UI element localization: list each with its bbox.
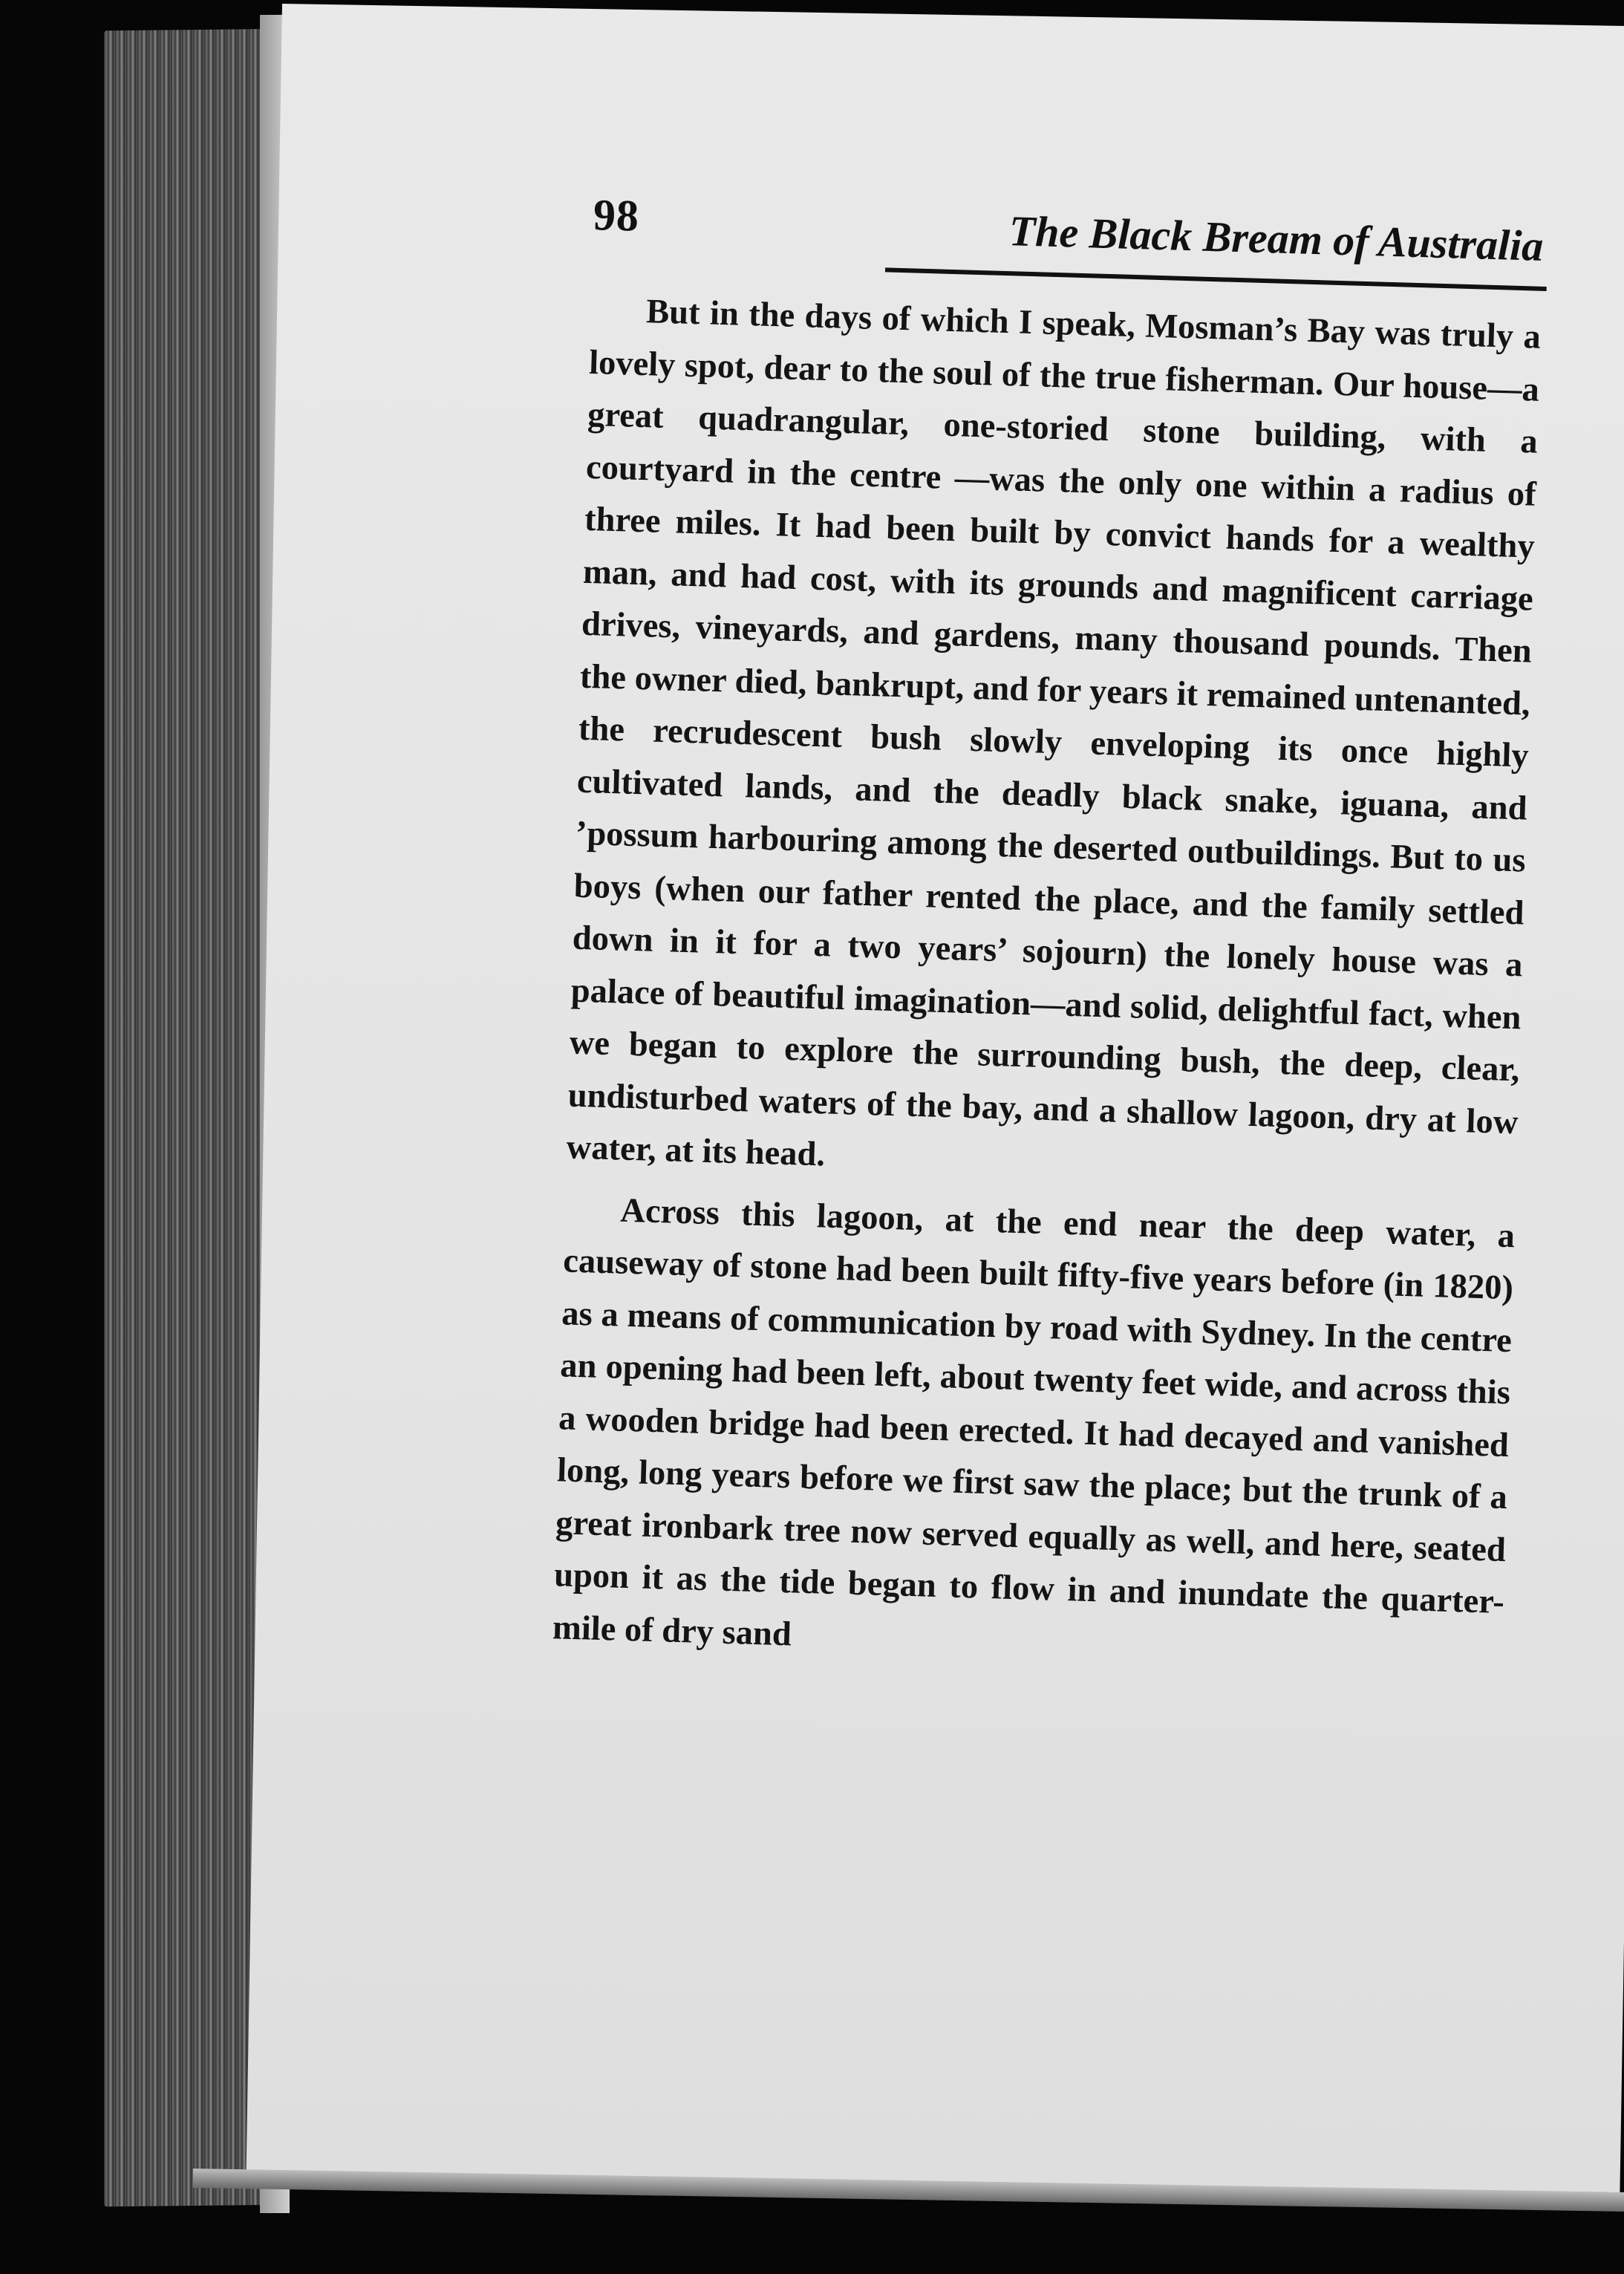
book-title: The Black Bream of Australia bbox=[1008, 206, 1545, 270]
title-underline bbox=[885, 267, 1547, 291]
body-text bbox=[552, 284, 1542, 1681]
paragraph-2: Across this lagoon, at the end near the deep water, a causeway of stone had been built fifty-five years before (in 1820) as a means of communication by road with Sydney. In the centre an opening had been left, about twenty feet wide, and across this a wooden bridge had been erected. It had decayed and vanished long, long years before we first saw the place; but the trunk of a great ironbark tree now served equally as well, and here, seated upon it as the tide began to flow in and inundate the quarter-mile of dry sand bbox=[552, 1191, 1516, 1653]
paragraph-1: But in the days of which I speak, Mosman’s Bay was truly a lovely spot, dear to the soul of the true fisherman. Our house—a great quadrangular, one-storied stone building, with a courtyard in the centre —was the only one within a radius of three miles. It had been built by convict hands for a wealthy man, and had cost, with its grounds and magnificent carriage drives, vineyards, and gardens, many thousand pounds. Then the owner died, bankrupt, and for years it remained untenanted, the recrudescent bush slowly enveloping its once highly cultivated lands, and the deadly black snake, iguana, and ’possum harbouring among the deserted outbuildings. But to us boys (when our father rented the place, and the family settled down in it for a two years’ sojourn) the lonely house was a palace of beautiful imagination—and solid, delightful fact, when we began to explore the surrounding bush, the deep, clear, undisturbed waters of the bay, and a shallow lagoon, dry at low water, at its head. bbox=[566, 293, 1542, 1174]
page-content bbox=[552, 189, 1544, 1681]
page-number: 98 bbox=[593, 189, 640, 241]
